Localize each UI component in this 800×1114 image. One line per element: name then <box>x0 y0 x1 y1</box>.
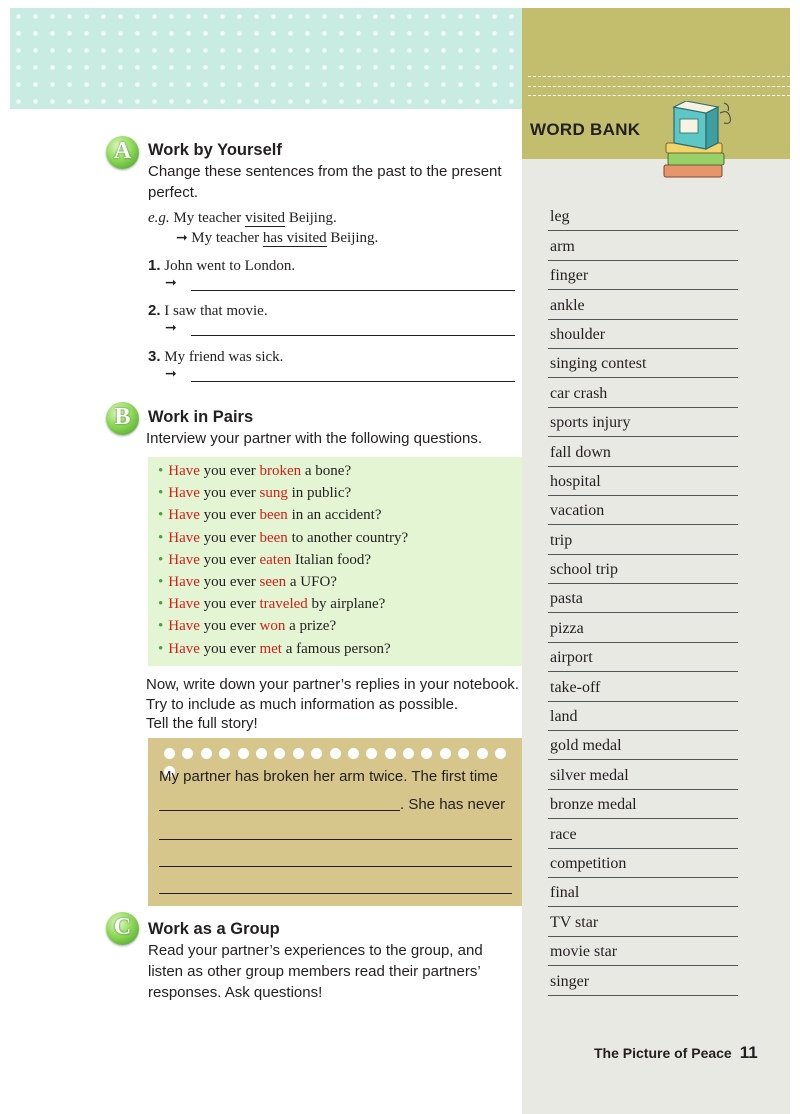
word-bank-word: vacation <box>550 502 605 520</box>
decorative-dot <box>440 748 451 759</box>
question-text: a prize? <box>285 618 337 635</box>
answer-blank[interactable] <box>159 839 512 840</box>
word-bank-word: take-off <box>550 678 601 696</box>
bullet-icon: • <box>158 485 164 502</box>
instruction-line: Change these sentences from the past to the present <box>148 163 502 180</box>
word-bank-item <box>548 496 738 525</box>
bullet-icon: • <box>158 551 164 568</box>
word-bank-item <box>548 702 738 731</box>
question-item <box>158 641 408 663</box>
question-have: Have <box>168 640 200 657</box>
word-bank-item <box>548 555 738 584</box>
divider <box>528 76 790 77</box>
question-have: Have <box>168 485 200 502</box>
word-bank-word: final <box>550 884 580 902</box>
decorative-dot <box>495 748 506 759</box>
word-bank-item <box>548 349 738 378</box>
question-text: you ever <box>199 573 260 590</box>
exercise-number: 2. <box>148 302 161 319</box>
question-text: you ever <box>199 485 260 502</box>
word-bank-item <box>548 907 738 936</box>
word-bank-word: TV star <box>550 913 599 931</box>
section-b-title: Work in Pairs <box>148 408 254 426</box>
followup-line: Tell the full story! <box>146 715 258 732</box>
question-item <box>158 485 408 507</box>
followup-line: Try to include as much information as possible. <box>146 695 459 713</box>
question-item <box>158 507 408 529</box>
questions-box <box>148 457 522 666</box>
word-bank-word: bronze medal <box>550 796 637 814</box>
arrow-icon: ➞ <box>165 274 177 290</box>
question-verb: been <box>259 507 288 524</box>
question-item <box>158 574 408 596</box>
word-bank-item <box>548 819 738 848</box>
word-bank-word: silver medal <box>550 766 629 784</box>
question-verb: eaten <box>259 551 292 568</box>
question-verb: sung <box>259 485 288 502</box>
sample-answer-line: My partner has broken her arm twice. The first time <box>159 768 499 785</box>
word-bank-item <box>548 437 738 466</box>
word-bank-item <box>548 966 738 995</box>
section-c-title: Work as a Group <box>148 920 280 938</box>
arrow-icon: ➞ <box>165 365 177 381</box>
answer-blank[interactable] <box>191 381 515 382</box>
bullet-icon: • <box>158 573 164 590</box>
question-verb: been <box>259 529 288 546</box>
question-have: Have <box>168 618 200 635</box>
question-item <box>158 596 408 618</box>
instruction-line: listen as other group members read their partners’ <box>148 963 481 980</box>
word-bank-list <box>548 202 738 996</box>
example-verb-present-perfect: has visited <box>262 230 327 246</box>
word-bank-word: fall down <box>550 443 611 461</box>
example-sentence-past <box>148 210 337 227</box>
section-c-instruction <box>148 940 483 1003</box>
question-text: you ever <box>199 551 260 568</box>
word-bank-word: arm <box>550 237 575 255</box>
example-label: e.g. <box>148 210 170 226</box>
decorative-dot <box>311 748 322 759</box>
section-b-badge: B <box>106 402 139 435</box>
book-title: The Picture of Peace <box>594 1045 732 1061</box>
word-bank-word: land <box>550 708 578 726</box>
word-bank-word: gold medal <box>550 737 622 755</box>
exercise-text: John went to London. <box>164 258 296 274</box>
decorative-dot <box>348 748 359 759</box>
section-b-instruction: Interview your partner with the following questions. <box>146 430 483 447</box>
question-text: by airplane? <box>307 596 386 613</box>
question-text: you ever <box>199 640 260 657</box>
word-bank-sidebar <box>522 8 790 1114</box>
word-bank-header <box>522 8 790 159</box>
page-footer <box>594 1043 758 1063</box>
question-item <box>158 552 408 574</box>
word-bank-word: singing contest <box>550 355 647 373</box>
word-bank-item <box>548 790 738 819</box>
word-bank-item <box>548 878 738 907</box>
word-bank-item <box>548 731 738 760</box>
question-verb: seen <box>259 573 287 590</box>
word-bank-word: finger <box>550 267 589 285</box>
section-b-followup <box>146 675 519 734</box>
decorative-dot <box>366 748 377 759</box>
sample-answer-box <box>148 738 522 906</box>
word-bank-word: competition <box>550 854 627 872</box>
bullet-icon: • <box>158 507 164 524</box>
decorative-dot <box>182 748 193 759</box>
example-text: My teacher <box>191 230 263 246</box>
bullet-icon: • <box>158 640 164 657</box>
exercise-1 <box>148 257 295 275</box>
word-bank-item <box>548 584 738 613</box>
word-bank-word: leg <box>550 208 570 226</box>
word-bank-item <box>548 202 738 231</box>
instruction-line: Read your partner’s experiences to the group, and <box>148 942 483 959</box>
question-have: Have <box>168 463 200 479</box>
books-icon <box>662 101 738 183</box>
word-bank-word: hospital <box>550 472 601 490</box>
bullet-icon: • <box>158 596 164 613</box>
decorative-dot <box>164 748 175 759</box>
decorative-dot <box>403 748 414 759</box>
exercise-number: 1. <box>148 257 161 274</box>
word-bank-word: sports injury <box>550 414 631 432</box>
answer-blank[interactable] <box>191 290 515 291</box>
section-a-title: Work by Yourself <box>148 141 282 159</box>
divider <box>528 86 790 87</box>
question-text: you ever <box>199 529 260 546</box>
answer-blank[interactable] <box>159 893 512 894</box>
decorative-dot <box>385 748 396 759</box>
word-bank-item <box>548 849 738 878</box>
question-have: Have <box>168 573 200 590</box>
word-bank-item <box>548 320 738 349</box>
question-have: Have <box>168 551 200 568</box>
decorative-dot <box>421 748 432 759</box>
word-bank-item <box>548 261 738 290</box>
word-bank-item <box>548 760 738 789</box>
decorative-dot <box>256 748 267 759</box>
word-bank-item <box>548 408 738 437</box>
example-verb-past: visited <box>245 210 286 226</box>
followup-line: Now, write down your partner’s replies in your notebook. <box>146 676 519 693</box>
example-sentence-present-perfect <box>176 230 378 247</box>
question-text: you ever <box>199 463 260 479</box>
question-list <box>158 463 408 663</box>
word-bank-title: WORD BANK <box>530 120 641 139</box>
decorative-dot <box>477 748 488 759</box>
answer-blank[interactable] <box>159 866 512 867</box>
question-verb: traveled <box>259 596 308 613</box>
question-item <box>158 618 408 640</box>
question-have: Have <box>168 529 200 546</box>
word-bank-word: movie star <box>550 943 618 961</box>
instruction-line: responses. Ask questions! <box>148 984 323 1001</box>
exercise-3 <box>148 348 283 366</box>
word-bank-word: ankle <box>550 296 585 314</box>
page-number: 11 <box>739 1043 758 1062</box>
decorative-dot <box>201 748 212 759</box>
section-a-instruction <box>148 161 502 203</box>
question-text: a bone? <box>301 463 352 479</box>
decorative-dot <box>219 748 230 759</box>
question-verb: won <box>259 618 286 635</box>
question-verb: broken <box>259 463 302 479</box>
question-text: a UFO? <box>286 573 337 590</box>
exercise-2 <box>148 302 268 320</box>
question-text: a famous person? <box>281 640 391 657</box>
decorative-dot <box>238 748 249 759</box>
word-bank-word: trip <box>550 531 573 549</box>
question-text: in an accident? <box>287 507 382 524</box>
arrow-icon: ➞ <box>165 319 177 335</box>
question-have: Have <box>168 507 200 524</box>
question-item <box>158 463 408 485</box>
word-bank-item <box>548 378 738 407</box>
decorative-dot <box>330 748 341 759</box>
question-verb: met <box>259 640 282 657</box>
question-have: Have <box>168 596 200 613</box>
sample-answer-line <box>159 796 505 813</box>
word-bank-word: shoulder <box>550 325 606 343</box>
decorative-dot <box>274 748 285 759</box>
word-bank-item <box>548 643 738 672</box>
bullet-icon: • <box>158 463 164 479</box>
decorative-dot <box>293 748 304 759</box>
exercise-number: 3. <box>148 348 161 365</box>
example-text: Beijing. <box>326 230 379 246</box>
word-bank-item <box>548 231 738 260</box>
arrow-icon: ➞ <box>176 231 192 246</box>
question-text: you ever <box>199 596 260 613</box>
instruction-line: perfect. <box>148 184 199 201</box>
question-text: you ever <box>199 618 260 635</box>
word-bank-word: singer <box>550 972 590 990</box>
question-item <box>158 530 408 552</box>
word-bank-item <box>548 467 738 496</box>
word-bank-item <box>548 613 738 642</box>
decorative-dot <box>458 748 469 759</box>
word-bank-word: car crash <box>550 384 608 402</box>
word-bank-word: pizza <box>550 619 584 637</box>
word-bank-word: pasta <box>550 590 583 608</box>
header-banner <box>10 8 522 109</box>
word-bank-word: race <box>550 825 577 843</box>
bullet-icon: • <box>158 618 164 635</box>
example-text: Beijing. <box>285 210 337 226</box>
example-text: My teacher <box>169 210 246 226</box>
question-text: to another country? <box>287 529 409 546</box>
answer-line-1[interactable] <box>165 274 515 294</box>
exercise-text: I saw that movie. <box>164 303 268 319</box>
answer-line-3[interactable] <box>165 365 515 385</box>
sample-answer-text: . She has never <box>400 796 506 813</box>
bullet-icon: • <box>158 529 164 546</box>
word-bank-item <box>548 672 738 701</box>
answer-line-2[interactable] <box>165 319 515 339</box>
exercise-text: My friend was sick. <box>164 349 284 365</box>
question-text: you ever <box>199 507 260 524</box>
word-bank-item <box>548 937 738 966</box>
word-bank-word: airport <box>550 649 593 667</box>
question-text: Italian food? <box>291 551 372 568</box>
answer-blank[interactable] <box>159 810 400 811</box>
word-bank-item <box>548 525 738 554</box>
question-text: in public? <box>287 485 352 502</box>
divider <box>528 95 790 96</box>
word-bank-item <box>548 290 738 319</box>
answer-blank[interactable] <box>191 335 515 336</box>
section-c-badge: C <box>106 912 139 945</box>
word-bank-word: school trip <box>550 561 618 579</box>
section-a-badge: A <box>106 136 139 169</box>
